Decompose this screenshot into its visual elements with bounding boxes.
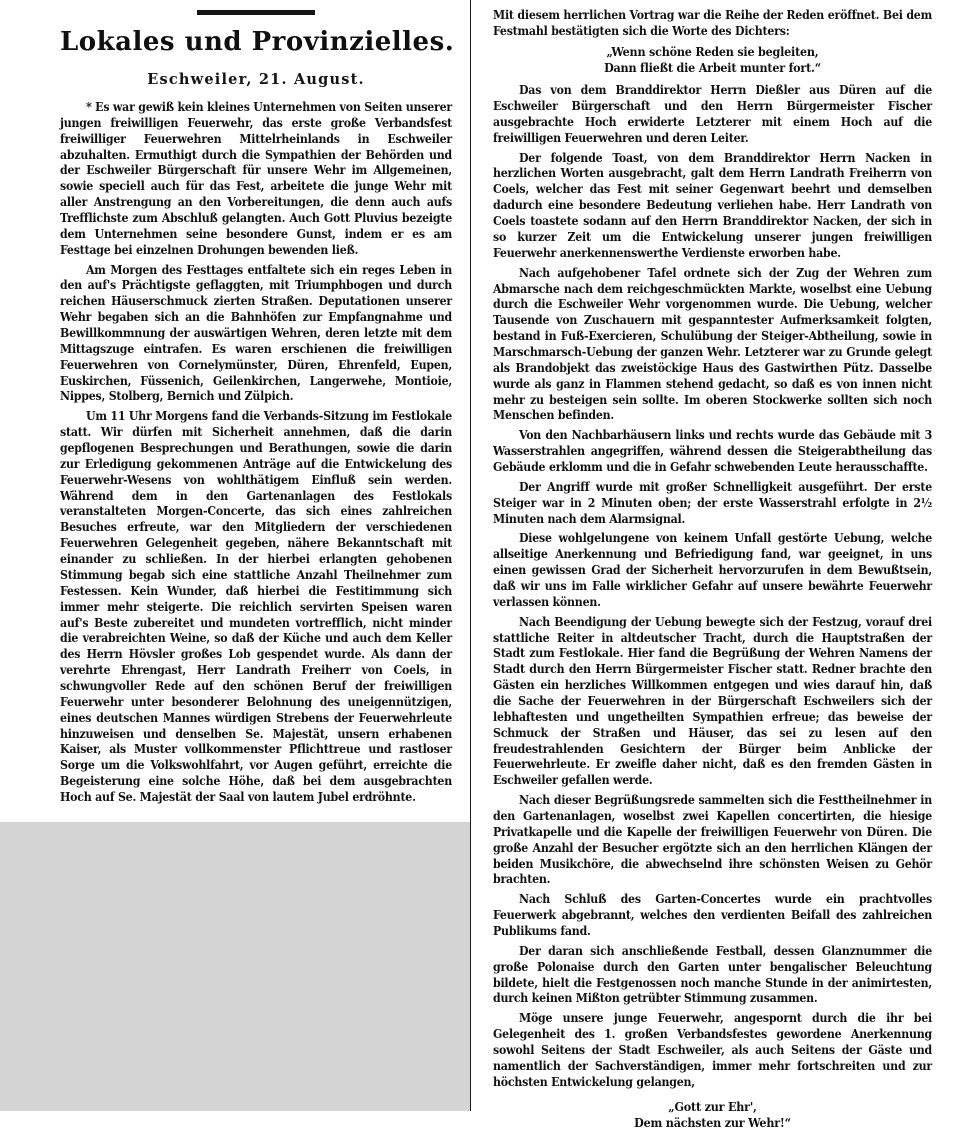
paragraph: Der folgende Toast, von dem Branddirektor Herrn Nacken in herzlichen Worten ausgebracht, galt dem Herrn Landrath Freiherrn von Coels, welcher das Fest mit seiner Gegenwart beehrt und demselben dadurch eine besondere Bedeutung verliehen habe. Herr Landrath von Coels toastete sodann auf den Herrn Branddirektor Nacken, der sich in so kurzer Zeit um die Entwickelung unserer jungen freiwilligen Feuerwehr anerkennenswerthe Verdienste erworben habe. <box>493 150 932 260</box>
right-column <box>470 0 954 1131</box>
dateline: Eschweiler, 21. August. <box>147 71 365 88</box>
paragraph: Von den Nachbarhäusern links und rechts wurde das Gebäude mit 3 Wasserstrahlen angegriffen, während dessen die Steigerabtheilung das Gebäude erklomm und die in Gefahr schwebenden Leute herausschaffte. <box>493 428 932 474</box>
paragraph: Mit diesem herrlichen Vortrag war die Reihe der Reden eröffnet. Bei dem Festmahl bestätigten sich die Worte des Dichters: <box>493 8 932 38</box>
masthead-rule <box>197 10 315 15</box>
right-column-body <box>493 8 932 1132</box>
verse-line: „Gott zur Ehr', <box>668 1098 757 1114</box>
paragraph: Der Angriff wurde mit großer Schnelligkeit ausgeführt. Der erste Steiger war in 2 Minuten oben; der erste Wasserstrahl erfolgte in 2½ Minuten nach dem Alarmsignal. <box>493 479 932 526</box>
page-title: Lokales und Provinzielles. <box>60 27 455 57</box>
paragraph: * Es war gewiß kein kleines Unternehmen von Seiten unserer jungen freiwilligen Feuerwehr, das erste große Verbandsfest freiwilliger Feuerwehren Mittelrheinlands in Eschweiler abzuhalten. Ermuthigt durch die Sympathien der Behörden und der Eschweiler Bürgerschaft für unsere Wehr im Allgemeinen, sowie speciell auch für das Fest, arbeitete die junge Wehr mit aller Anstrengung an den Vorbereitungen, die denn auch aufs Trefflichste zum Abschluß gelangten. Auch Gott Pluvius bezeigte dem Unternehmen seine besondere Gunst, indem er es am Festtage bei einzelnen Drohungen bewenden ließ. <box>60 100 452 257</box>
verse-quotation-two <box>493 1099 932 1132</box>
paragraph: Um 11 Uhr Morgens fand die Verbands-Sitzung im Festlokale statt. Wir dürfen mit Sicherheit annehmen, daß die darin gepflogenen Besprechungen und Berathungen, sowie die darin zur Erledigung gekommenen Anträge auf die Entwickelung des Feuerwehr-Wesens von wohlthätigem Einfluß sein werden. Während dem in den Gartenanlagen des Festlokals veranstalteten Morgen-Concerte, das sich eines zahlreichen Besuches erfreute, war den Mitgliedern der verschiedenen Feuerwehren Gelegenheit gegeben, nähere Bekanntschaft mit einander zu schließen. In der hierbei erlangten gehobenen Stimmung begab sich eine stattliche Anzahl Theilnehmer zum Festessen. Kein Wunder, daß hierbei die Festitimmung sich immer mehr steigerte. Die reichlich servirten Speisen waren auf's Beste zubereitet und mundeten vortrefflich, nicht minder die verabreichten Weine, so daß der Küche und auch dem Keller des Herrn Hövsler großes Lob gespendet wurde. Als dann der verehrte Ehrengast, Herr Landrath Freiherr von Coels, in schwungvoller Rede auf den schönen Beruf der freiwilligen Feuerwehr unter besonderer Belohnung des uneigennützigen, eines deutschen Mannes würdigen Strebens der Feuerwehrleute hinzuweisen und denselben Se. Majestät, unsern erhabenen Kaiser, als Muster vollkommenster Pflichttreue und rastloser Sorge um die Volkswohlfahrt, vor Augen geführt, erreichte die Begeisterung eine solche Höhe, daß bei dem ausgebrachten Hoch auf Se. Majestät der Saal von lautem Jubel erdröhnte. <box>60 409 452 804</box>
left-column <box>0 0 470 1111</box>
paragraph: Nach aufgehobener Tafel ordnete sich der Zug der Wehren zum Abmarsche nach dem reichgeschmückten Markte, woselbst eine Uebung durch die Eschweiler Wehr vorgenommen wurde. Die Uebung, welcher Tausende von Zuschauern mit gespanntester Aufmerksamkeit folgten, bestand in Fuß-Exercieren, Schulübung der Steiger-Abtheilung, sowie in Marschmarsch-Uebung der ganzen Wehr. Letzterer war zu Grunde gelegt als Brandobjekt das zweistöckige Haus des Gastwirthen Pütz. Dasselbe wurde als ganz in Flammen stehend gedacht, so daß es von innen nicht mehr zu besteigen sein sollte. Im oberen Stockwerke sollten sich noch Menschen befinden. <box>493 265 932 423</box>
paragraph: Nach dieser Begrüßungsrede sammelten sich die Festtheilnehmer in den Gartenanlagen, woselbst zwei Kapellen concertirten, die hiesige Privatkapelle und die Kapelle der freiwilligen Feuerwehr von Düren. Die große Anzahl der Besucher ergötzte sich an den herrlichen Klängen der beiden Musikchöre, die abwechselnd ihre schönsten Weisen zu Gehör brachten. <box>493 793 932 887</box>
left-column-body <box>60 100 452 806</box>
verse-line: „Wenn schöne Reden sie begleiten, <box>606 43 819 59</box>
paragraph: Nach Beendigung der Uebung bewegte sich der Festzug, vorauf drei stattliche Reiter in altdeutscher Tracht, durch die Hauptstraßen der Stadt zum Festlokale. Hier fand die Begrüßung der Wehren Namens der Stadt durch den Herrn Bürgermeister Fischer statt. Redner brachte den Gästen ein herzliches Willkommen entgegen und wies darauf hin, daß die Sache der Feuerwehren in der Bürgerschaft Eschweilers sich der lebhaftesten und ungetheilten Sympathien erfreue; das beweise der Schmuck der Straßen und Häuser, das sei zu lesen auf den freudestrahlenden Gesichtern der Bürger beim Anblicke der Feuerwehrleute. Er zweifle daher nicht, daß es den fremden Gästen in Eschweiler gefallen werde. <box>493 614 932 788</box>
verse-quotation-one <box>493 44 932 77</box>
verse-line: Dann fließt die Arbeit munter fort.“ <box>604 60 821 76</box>
paragraph: Möge unsere junge Feuerwehr, angespornt durch die ihr bei Gelegenheit des 1. großen Verbandsfestes gewordene Anerkennung sowohl Seitens der Stadt Eschweiler, als auch Seitens der Gäste und namentlich der Sachverständigen, immer mehr fortschreiten und zur höchsten Entwickelung gelangen, <box>493 1011 932 1089</box>
paragraph: Das von dem Branddirektor Herrn Dießler aus Düren auf die Eschweiler Bürgerschaft und den Herrn Bürgermeister Fischer ausgebrachte Hoch erwiderte Letzterer mit einem Hoch auf die freiwilligen Feuerwehren und deren Leiter. <box>493 83 932 145</box>
paragraph: Am Morgen des Festtages entfaltete sich ein reges Leben in den auf's Prächtigste geflaggten, mit Triumphbogen und durch reichen Häuserschmuck zierten Straßen. Deputationen unserer Wehr begaben sich an die Bahnhöfen zur Empfangnahme und Bewillkommnung der auswärtigen Wehren, deren letzte mit dem Mittagszuge eintrafen. Es waren erschienen die freiwilligen Feuerwehren von Cornelymünster, Düren, Ehrenfeld, Eupen, Euskirchen, Füssenich, Geilenkirchen, Langerwehe, Montioie, Nippes, Stolberg, Bernich und Zülpich. <box>60 262 452 404</box>
paragraph: Nach Schluß des Garten-Concertes wurde ein prachtvolles Feuerwerk abgebrannt, welches den verdienten Beifall des zahlreichen Publikums fand. <box>493 892 932 939</box>
paragraph: Der daran sich anschließende Festball, dessen Glanznummer die große Polonaise durch den Garten unter bengalischer Beleuchtung bildete, hielt die Festgenossen noch manche Stunde in der animirtesten, durch keinen Mißton getrübter Stimmung zusammen. <box>493 943 932 1006</box>
paragraph: Diese wohlgelungene von keinem Unfall gestörte Uebung, welche allseitige Anerkennung und Befriedigung fand, war geeignet, in uns einen gewissen Grad der Sicherheit hervorzurufen in dem Bewußtsein, daß wir uns im Falle wirklicher Gefahr auf unsere bewährte Feuerwehr verlassen können. <box>493 531 932 609</box>
verse-line: Dem nächsten zur Wehr!“ <box>634 1115 791 1131</box>
